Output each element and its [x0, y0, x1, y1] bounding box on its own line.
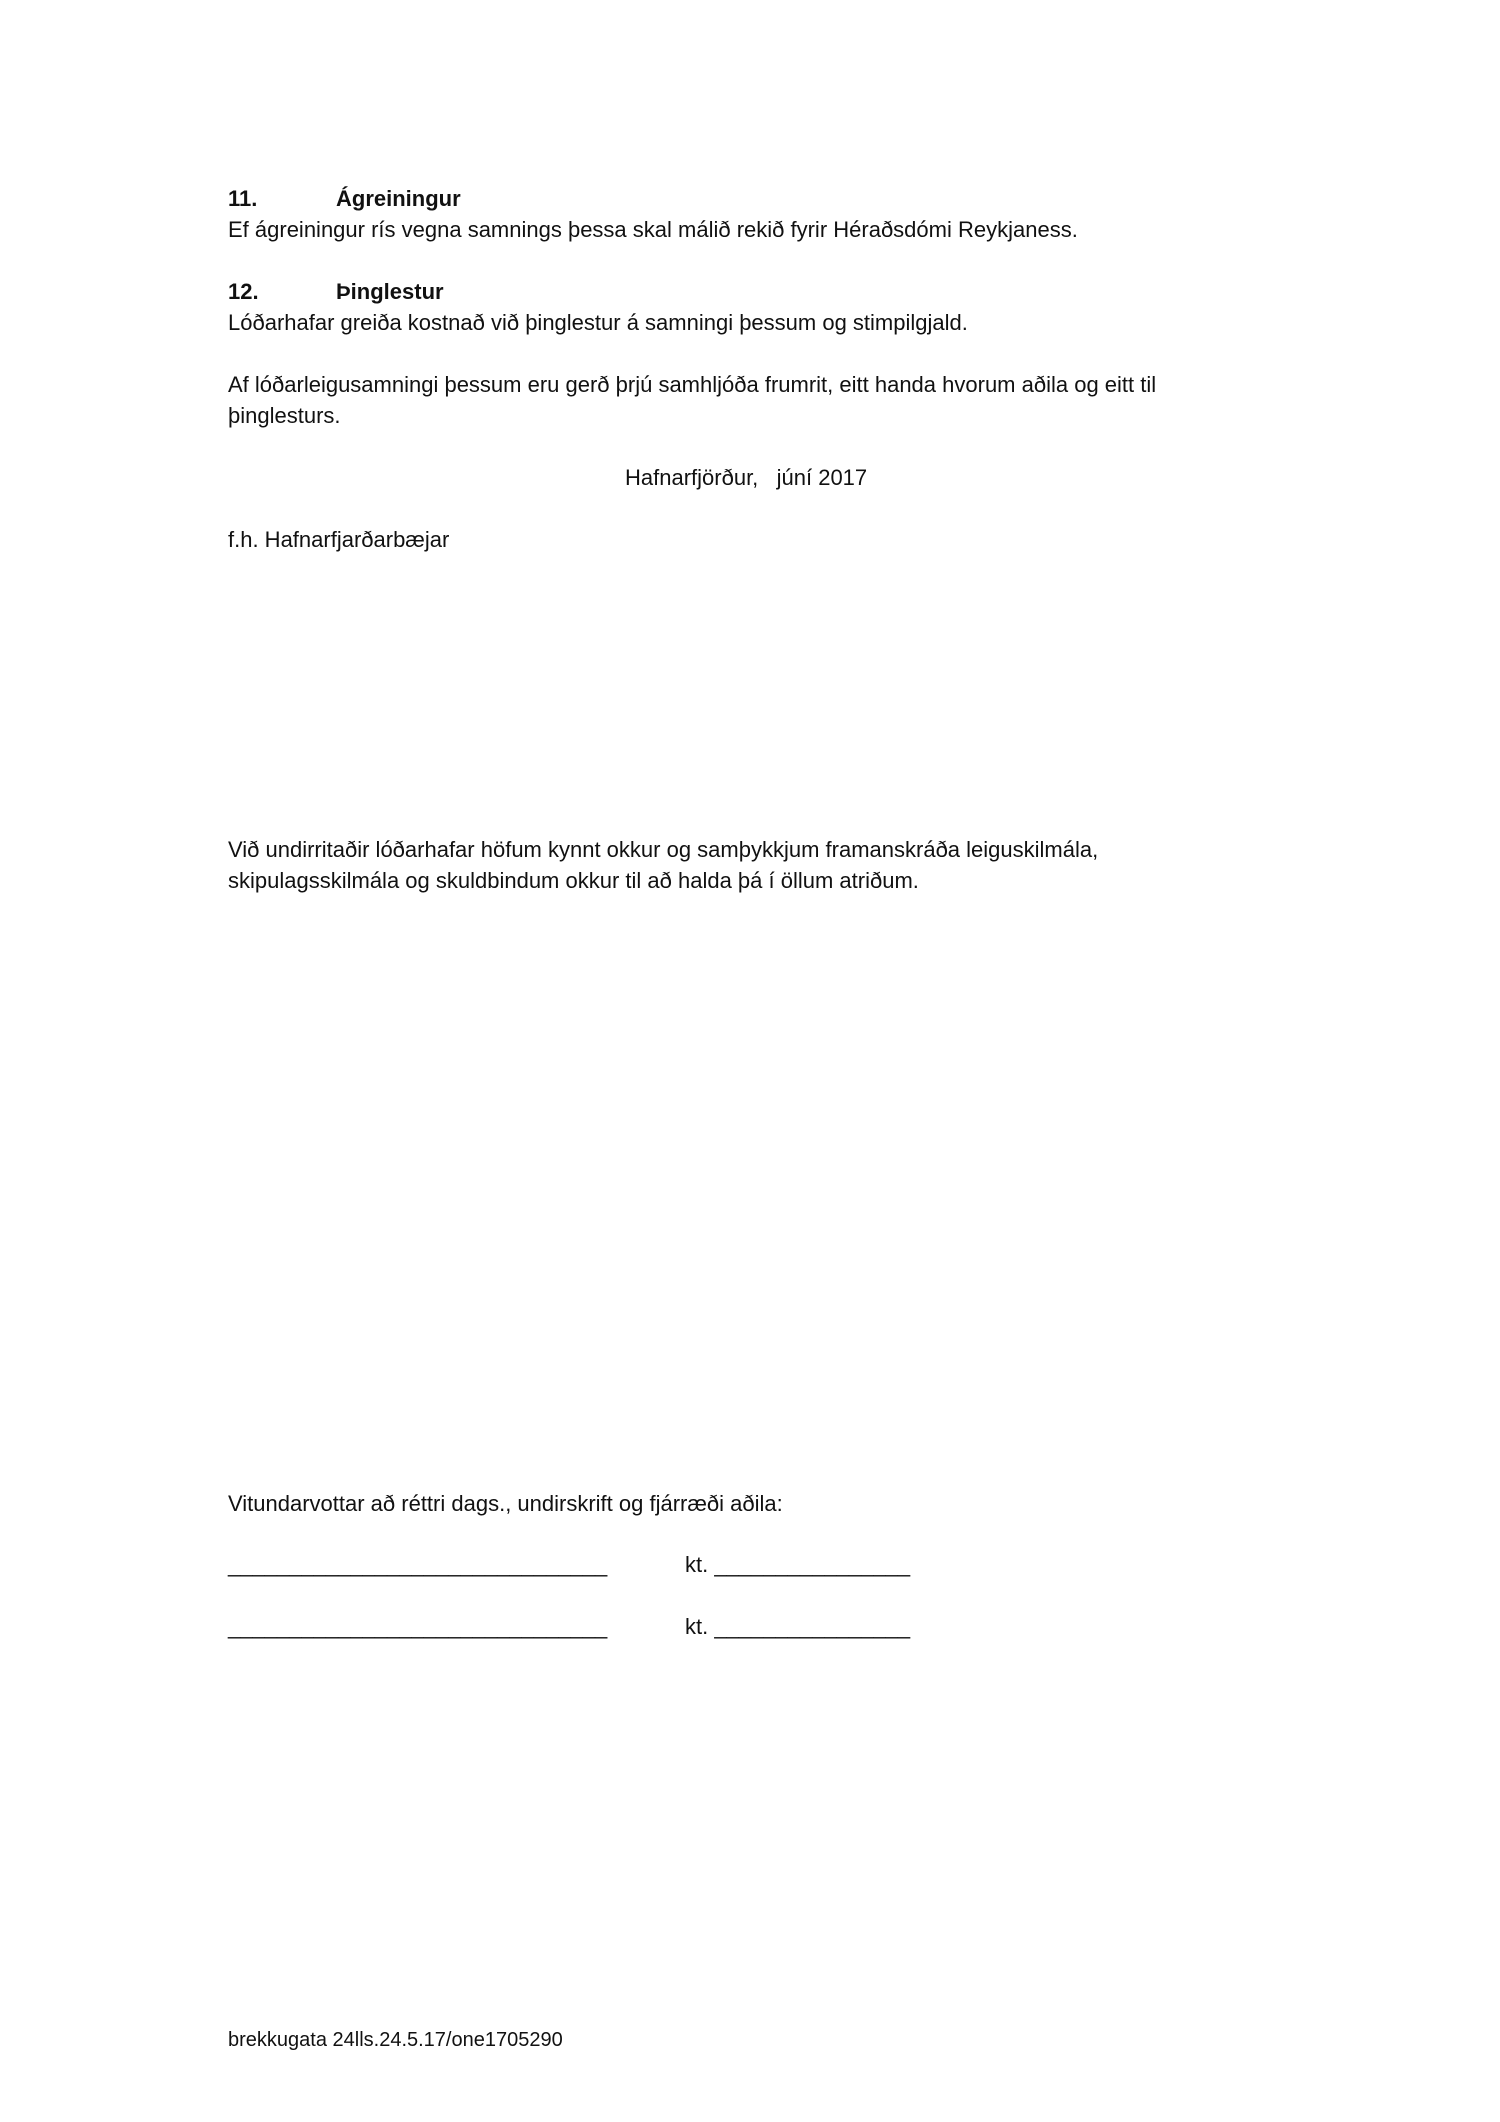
section-11-title: Ágreiningur: [336, 186, 461, 211]
witness-kt-field: kt. ________________: [685, 1614, 911, 1639]
witness-signature-line: _______________________________: [228, 1552, 608, 1577]
witness-signature-line: _______________________________: [228, 1614, 608, 1639]
section-12-number: 12.: [228, 279, 259, 304]
section-12-text: Lóðarhafar greiða kostnað við þinglestur á samningi þessum og stimpilgjald.: [228, 310, 968, 335]
section-11-number: 11.: [228, 186, 258, 211]
witness-kt-field: kt. ________________: [685, 1552, 911, 1577]
section-11-heading: [228, 183, 461, 214]
witness-label: Vitundarvottar að réttri dags., undirskrift og fjárræði aðila:: [228, 1491, 783, 1516]
section-11-text: Ef ágreiningur rís vegna samnings þessa skal málið rekið fyrir Héraðsdómi Reykjaness.: [228, 217, 1078, 242]
section-12-heading: [228, 276, 444, 307]
section-12-title: Þinglestur: [336, 279, 444, 304]
lessee-statement: Við undirritaðir lóðarhafar höfum kynnt okkur og samþykkjum framanskráða leiguskilmála, skipulagsskilmála og skuldbindum okkur til að halda þá í öllum atriðum.: [228, 837, 1099, 893]
footer-reference: brekkugata 24lls.24.5.17/one1705290: [228, 2029, 563, 2051]
on-behalf-label: f.h. Hafnarfjarðarbæjar: [228, 527, 450, 552]
place-date: Hafnarfjörður, júní 2017: [625, 465, 868, 490]
copies-paragraph: Af lóðarleigusamningi þessum eru gerð þrjú samhljóða frumrit, eitt handa hvorum aðila og eitt til þinglesturs.: [228, 372, 1157, 428]
